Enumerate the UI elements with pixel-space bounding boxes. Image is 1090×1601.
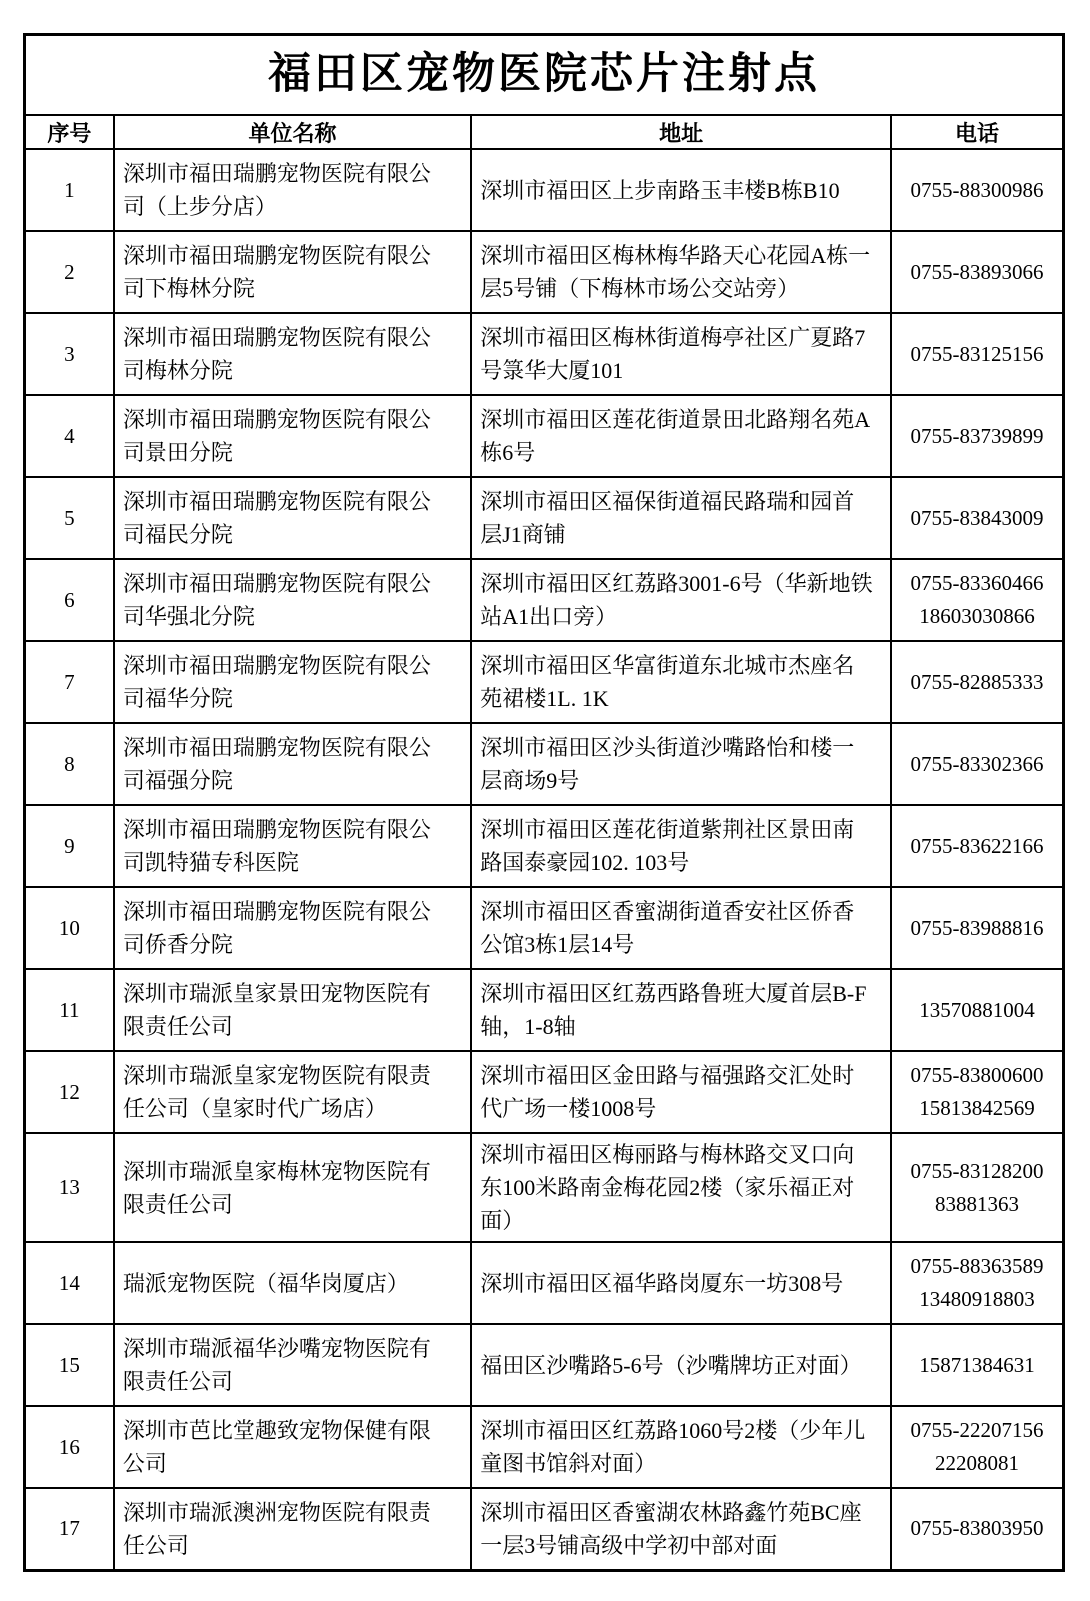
table-row: [25, 887, 1064, 969]
address-cell: 深圳市福田区莲花街道景田北路翔名苑A栋6号: [471, 395, 891, 477]
row-number-cell: 8: [25, 723, 114, 805]
address-cell: 深圳市福田区香蜜湖街道香安社区侨香公馆3栋1层14号: [471, 887, 891, 969]
table-row: [25, 805, 1064, 887]
table-row: [25, 641, 1064, 723]
address-cell: 深圳市福田区红荔路3001-6号（华新地铁站A1出口旁）: [471, 559, 891, 641]
row-number-cell: 11: [25, 969, 114, 1051]
address-cell: 深圳市福田区梅林街道梅亭社区广夏路7号箓华大厦101: [471, 313, 891, 395]
address-cell: 深圳市福田区梅林梅华路天心花园A栋一层5号铺（下梅林市场公交站旁）: [471, 231, 891, 313]
row-number-cell: 6: [25, 559, 114, 641]
column-header-no: 序号: [25, 115, 114, 149]
phone-cell: 0755-83128200 83881363: [891, 1133, 1064, 1242]
row-number-cell: 2: [25, 231, 114, 313]
address-cell: 深圳市福田区红荔路1060号2楼（少年儿童图书馆斜对面）: [471, 1406, 891, 1488]
row-number-cell: 3: [25, 313, 114, 395]
unit-name-cell: 深圳市福田瑞鹏宠物医院有限公司下梅林分院: [114, 231, 471, 313]
table-row: [25, 1051, 1064, 1133]
phone-cell: 13570881004: [891, 969, 1064, 1051]
phone-cell: 0755-83622166: [891, 805, 1064, 887]
phone-cell: 0755-83800600 15813842569: [891, 1051, 1064, 1133]
row-number-cell: 4: [25, 395, 114, 477]
address-cell: 福田区沙嘴路5-6号（沙嘴牌坊正对面）: [471, 1324, 891, 1406]
table-row: [25, 559, 1064, 641]
injection-points-table: [23, 33, 1065, 1572]
title-row: [25, 35, 1064, 116]
unit-name-cell: 深圳市福田瑞鹏宠物医院有限公司福华分院: [114, 641, 471, 723]
row-number-cell: 14: [25, 1242, 114, 1324]
unit-name-cell: 深圳市福田瑞鹏宠物医院有限公司（上步分店）: [114, 149, 471, 231]
unit-name-cell: 深圳市福田瑞鹏宠物医院有限公司梅林分院: [114, 313, 471, 395]
table-row: [25, 1324, 1064, 1406]
unit-name-cell: 深圳市瑞派福华沙嘴宠物医院有限责任公司: [114, 1324, 471, 1406]
column-header-address: 地址: [471, 115, 891, 149]
phone-cell: 0755-83988816: [891, 887, 1064, 969]
address-cell: 深圳市福田区沙头街道沙嘴路怡和楼一层商场9号: [471, 723, 891, 805]
address-cell: 深圳市福田区红荔西路鲁班大厦首层B-F轴，1-8轴: [471, 969, 891, 1051]
table-body: [25, 149, 1064, 1570]
address-cell: 深圳市福田区莲花街道紫荆社区景田南路国泰豪园102. 103号: [471, 805, 891, 887]
row-number-cell: 16: [25, 1406, 114, 1488]
table-row: [25, 723, 1064, 805]
table-row: [25, 1488, 1064, 1570]
unit-name-cell: 瑞派宠物医院（福华岗厦店）: [114, 1242, 471, 1324]
header-row: [25, 115, 1064, 149]
row-number-cell: 12: [25, 1051, 114, 1133]
row-number-cell: 10: [25, 887, 114, 969]
page-title: 福田区宠物医院芯片注射点: [25, 35, 1064, 116]
unit-name-cell: 深圳市福田瑞鹏宠物医院有限公司福民分院: [114, 477, 471, 559]
phone-cell: 0755-83843009: [891, 477, 1064, 559]
table-row: [25, 1133, 1064, 1242]
unit-name-cell: 深圳市瑞派皇家景田宠物医院有限责任公司: [114, 969, 471, 1051]
row-number-cell: 17: [25, 1488, 114, 1570]
unit-name-cell: 深圳市福田瑞鹏宠物医院有限公司华强北分院: [114, 559, 471, 641]
phone-cell: 0755-83360466 18603030866: [891, 559, 1064, 641]
unit-name-cell: 深圳市芭比堂趣致宠物保健有限公司: [114, 1406, 471, 1488]
address-cell: 深圳市福田区福华路岗厦东一坊308号: [471, 1242, 891, 1324]
phone-cell: 0755-82885333: [891, 641, 1064, 723]
address-cell: 深圳市福田区香蜜湖农林路鑫竹苑BC座一层3号铺高级中学初中部对面: [471, 1488, 891, 1570]
phone-cell: 0755-83302366: [891, 723, 1064, 805]
row-number-cell: 15: [25, 1324, 114, 1406]
phone-cell: 0755-83125156: [891, 313, 1064, 395]
table-row: [25, 231, 1064, 313]
table-row: [25, 969, 1064, 1051]
unit-name-cell: 深圳市瑞派澳洲宠物医院有限责任公司: [114, 1488, 471, 1570]
table-row: [25, 1242, 1064, 1324]
table-row: [25, 313, 1064, 395]
phone-cell: 0755-88363589 13480918803: [891, 1242, 1064, 1324]
unit-name-cell: 深圳市福田瑞鹏宠物医院有限公司侨香分院: [114, 887, 471, 969]
unit-name-cell: 深圳市瑞派皇家宠物医院有限责任公司（皇家时代广场店）: [114, 1051, 471, 1133]
address-cell: 深圳市福田区梅丽路与梅林路交叉口向东100米路南金梅花园2楼（家乐福正对面）: [471, 1133, 891, 1242]
phone-cell: 0755-22207156 22208081: [891, 1406, 1064, 1488]
row-number-cell: 1: [25, 149, 114, 231]
address-cell: 深圳市福田区金田路与福强路交汇处时代广场一楼1008号: [471, 1051, 891, 1133]
column-header-name: 单位名称: [114, 115, 471, 149]
phone-cell: 15871384631: [891, 1324, 1064, 1406]
row-number-cell: 5: [25, 477, 114, 559]
column-header-phone: 电话: [891, 115, 1064, 149]
table-row: [25, 477, 1064, 559]
row-number-cell: 9: [25, 805, 114, 887]
unit-name-cell: 深圳市瑞派皇家梅林宠物医院有限责任公司: [114, 1133, 471, 1242]
unit-name-cell: 深圳市福田瑞鹏宠物医院有限公司景田分院: [114, 395, 471, 477]
table-row: [25, 395, 1064, 477]
phone-cell: 0755-88300986: [891, 149, 1064, 231]
address-cell: 深圳市福田区福保街道福民路瑞和园首层J1商铺: [471, 477, 891, 559]
row-number-cell: 13: [25, 1133, 114, 1242]
phone-cell: 0755-83893066: [891, 231, 1064, 313]
table-row: [25, 1406, 1064, 1488]
unit-name-cell: 深圳市福田瑞鹏宠物医院有限公司凯特猫专科医院: [114, 805, 471, 887]
row-number-cell: 7: [25, 641, 114, 723]
unit-name-cell: 深圳市福田瑞鹏宠物医院有限公司福强分院: [114, 723, 471, 805]
address-cell: 深圳市福田区华富街道东北城市杰座名苑裙楼1L. 1K: [471, 641, 891, 723]
phone-cell: 0755-83739899: [891, 395, 1064, 477]
address-cell: 深圳市福田区上步南路玉丰楼B栋B10: [471, 149, 891, 231]
table-row: [25, 149, 1064, 231]
phone-cell: 0755-83803950: [891, 1488, 1064, 1570]
